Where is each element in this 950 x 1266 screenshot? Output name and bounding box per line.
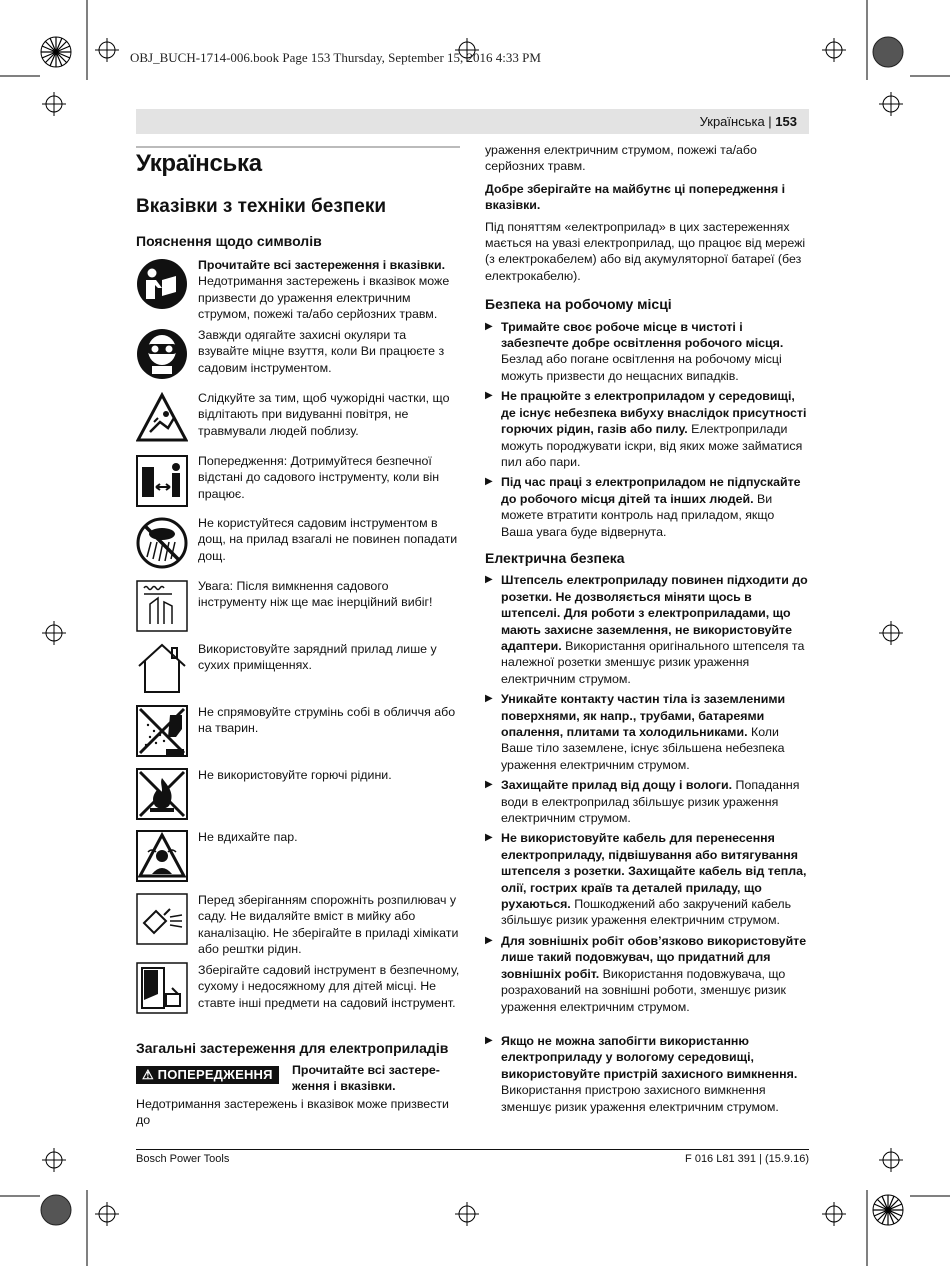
bullet-arrow-icon: ▶ [485, 934, 493, 946]
flying-debris-warning-icon [136, 392, 188, 444]
bullet-item [485, 933, 809, 1015]
keep-instructions: Добре зберігайте на майбутнє ці попередження і вказівки. [485, 181, 786, 213]
symbol-text: Недотримання застережень і вказівок може призвести до ураження електричним струмом, пожежі та/або серйозних травм. [198, 274, 450, 322]
bullet-arrow-icon: ▶ [485, 320, 493, 332]
bullet-bold: Під час праці з електроприладом не підпускайте до робочого місця дітей та інших людей. [501, 475, 801, 506]
bullet-text: Використання оригінального штепселя та належної розетки зменшує ризик ураження електричним струмом. [501, 638, 805, 686]
bullet-item [485, 1033, 809, 1115]
warning-bold: Прочитайте всі застере-жeння і вказівки. [292, 1063, 440, 1094]
bullet-text: Використання подовжувача, що розрахований на зовнішні роботи, зменшує ризик ураження електричним струмом. [501, 966, 786, 1014]
no-rain-icon [136, 517, 188, 569]
bullet-arrow-icon: ▶ [485, 476, 493, 488]
symbol-text-empty-sprayer: Перед зберіганням спорожніть розпилювач у саду. Не видаляйте вміст в мийку або каналізацію. Не зберігайте в приладі хімікати або рештки рідин. [198, 893, 459, 957]
page-number: 153 [775, 114, 797, 129]
rotating-fan-icon [136, 580, 188, 632]
header-language: Українська [699, 114, 765, 129]
secure-storage-icon [136, 962, 188, 1014]
symbol-text-no-rain: Не користуйтеся садовим інструментом в дощ, на прилад взагалі не повинен попадати дощ. [198, 516, 458, 563]
symbol-text-read-manual [198, 257, 460, 323]
title-rule [136, 146, 460, 148]
page-title: Українська [136, 150, 262, 177]
definition: Під поняттям «електроприлад» в цих застереженнях мається на увазі електроприлад, що працює від мережі (з електрокабелем) або від акумуляторної батареї (без електрокабелю). [485, 219, 806, 283]
bullet-item [485, 388, 809, 470]
footer-rule [136, 1149, 809, 1150]
intro-continuation: ураження електричним струмом, пожежі та/або серйозних травм. [485, 143, 757, 174]
section-title: Вказівки з техніки безпеки [136, 196, 387, 217]
bullet-arrow-icon: ▶ [485, 390, 493, 402]
bullet-arrow-icon: ▶ [485, 693, 493, 705]
symbol-text-protective-gear: Завжди одягайте захисні окуляри та взувайте міцне взуття, коли Ви працюєте з садовим інструментом. [198, 328, 445, 375]
empty-sprayer-icon [136, 893, 188, 945]
bullet-bold: Тримайте своє робоче місце в чистоті і забезпечте добре освітлення робочого місця. [501, 319, 784, 351]
bullet-arrow-icon: ▶ [485, 779, 493, 791]
symbol-text-flying-debris: Слідкуйте за тим, щоб чужорідні частки, що відлітають при видуванні повітря, не травмували людей поблизу. [198, 391, 450, 438]
bullet-text: Попадання води в електроприлад збільшує ризик ураження електричним струмом. [501, 778, 800, 826]
workplace-list [485, 319, 809, 540]
bullet-bold: Для зовнішніх робіт обов’язково використовуйте лише такий подовжувач, що придатний для зовнішніх робіт. [501, 933, 807, 981]
bullet-bold: Не працюйте з електроприладом у середовищі, де існує небезпека вибуху внаслідок присутності горючих рідин, газів або пилу. [501, 389, 807, 437]
footer-right: F 016 L81 391 | (15.9.16) [685, 1153, 809, 1165]
bullet-text: Безлад або погане освітлення на робочому місці можуть призвести до нещасних випадків. [501, 352, 782, 383]
warning-text: Недотримання застережень і вказівок може призвести до [136, 1097, 449, 1128]
electric-heading: Електрична безпека [485, 549, 625, 566]
bullet-text: Використання пристрою захисного вимкнення зменшує ризик ураження електричним струмом. [501, 1083, 779, 1114]
symbol-text-secure-storage: Зберігайте садовий інструмент в безпечному, сухому і недосяжному для дітей місці. Не ставте інші предмети на садовий інструмент. [198, 963, 460, 1010]
bullet-text: Коли Ваше тіло заземлене, існує збільшена небезпека ураження електричним струмом. [501, 725, 785, 772]
symbol-text-house-indoor: Використовуйте зарядний прилад лише у сухих приміщеннях. [198, 642, 437, 673]
warning-triangle-icon: ⚠ [142, 1067, 154, 1082]
bullet-item [485, 830, 809, 928]
house-indoor-icon [136, 642, 188, 694]
bullet-item [485, 319, 809, 385]
bullet-text: Ви можете втратити контроль над приладом, якщо Ваша увага буде відвернута. [501, 491, 775, 539]
bullet-text: Пошкоджений або закручений кабель збільшує ризик ураження електричним струмом. [501, 897, 792, 928]
bullet-item [485, 777, 809, 826]
bullet-item [485, 691, 809, 773]
symbol-text-no-flammable: Не використовуйте горючі рідини. [198, 768, 392, 782]
warning-badge-label: ПОПЕРЕДЖЕННЯ [157, 1067, 273, 1082]
symbol-text-no-spray-face: Не спрямовуйте струмінь собі в обличчя або на тварин. [198, 705, 456, 736]
symbol-bold: Прочитайте всі застереження і вказівки. [198, 258, 446, 272]
bullet-arrow-icon: ▶ [485, 832, 493, 844]
symbol-text-safe-distance: Попередження: Дотримуйтеся безпечної відстані до садового інструменту, коли він працює. [198, 454, 440, 501]
bullet-text: Електроприлади можуть породжувати іскри, від яких може займатися пил або пари. [501, 422, 803, 469]
bullet-arrow-icon: ▶ [485, 574, 493, 586]
right-column [485, 142, 809, 1119]
protective-gear-icon [136, 328, 188, 380]
bullet-bold: Захищайте прилад від дощу і вологи. [501, 778, 733, 793]
read-manual-icon [136, 258, 188, 310]
safe-distance-icon [136, 455, 188, 507]
bullet-item [485, 474, 809, 540]
warning-badge [136, 1066, 279, 1084]
electric-list [485, 572, 809, 1115]
bullet-bold: Не використовуйте кабель для перенесення електроприладу, підвішування або витягування штепселя з розетки. Захищайте кабель від тепла, олії, гострих країв та деталей приладу, що рухаються. [501, 831, 807, 912]
print-info: OBJ_BUCH-1714-006.book Page 153 Thursday, September 15, 2016 4:33 PM [130, 50, 541, 65]
symbols-heading: Пояснення щодо символів [136, 233, 322, 249]
bullet-bold: Якщо не можна запобігти використанню електроприладу у вологому середовищі, використовуйте пристрій захисного вимкнення. [501, 1033, 798, 1081]
symbol-text-rotating-fan: Увага: Після вимкнення садового інструменту ніж ще має інерційний вибіг! [198, 579, 433, 610]
bullet-arrow-icon: ▶ [485, 1034, 493, 1046]
general-warnings-heading: Загальні застереження для електроприладів [136, 1040, 449, 1056]
symbol-text-no-inhale: Не вдихайте пар. [198, 830, 298, 844]
bullet-bold: Уникайте контакту частин тіла із заземленими поверхнями, як напр., трубами, батареями опалення, плитами та холодильниками. [501, 692, 786, 739]
page-header: Українська | 153 [136, 109, 809, 134]
no-inhale-vapour-icon [136, 830, 188, 882]
bullet-item [485, 572, 809, 687]
bullet-bold: Штепсель електроприладу повинен підходити до розетки. Не дозволяється міняти щось в штепселі. Для роботи з електроприладами, що мають захисне заземлення, не використовуйте адаптери. [501, 573, 808, 653]
no-spray-face-icon [136, 705, 188, 757]
workplace-heading: Безпека на робочому місці [485, 296, 672, 313]
no-flammable-liquid-icon [136, 768, 188, 820]
footer-left: Bosch Power Tools [136, 1153, 230, 1165]
